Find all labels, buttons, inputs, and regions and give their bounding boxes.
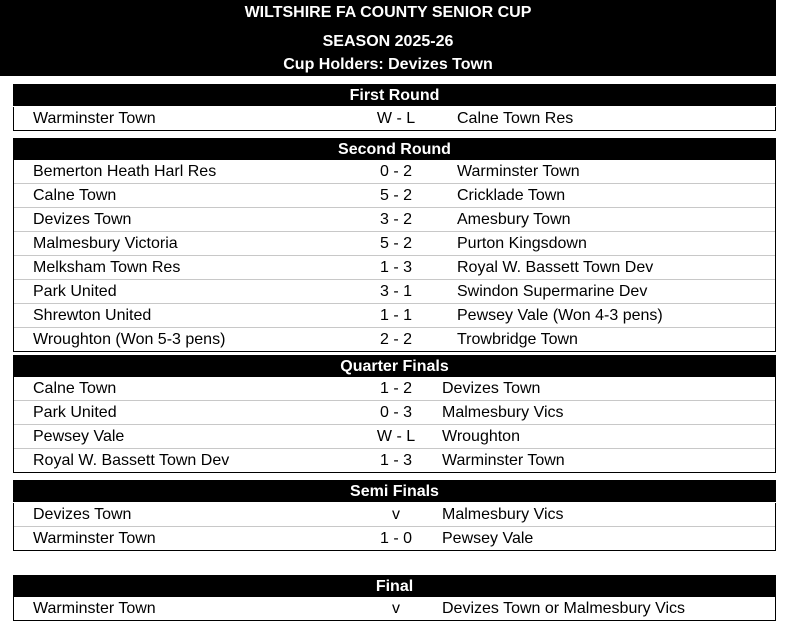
competition-title: WILTSHIRE FA COUNTY SENIOR CUP [244, 4, 532, 21]
match-score: W - L [376, 428, 416, 445]
away-team: Cricklade Town [457, 187, 566, 204]
match-row [14, 231, 775, 255]
match-row [14, 207, 775, 231]
match-score: v [392, 506, 400, 523]
home-team: Calne Town [33, 380, 117, 397]
match-row [14, 303, 775, 327]
match-score: v [392, 600, 400, 617]
away-team: Pewsey Vale [442, 530, 534, 547]
season-label: SEASON 2025-26 [322, 33, 454, 50]
match-score: 3 - 2 [379, 211, 412, 228]
page-header [0, 0, 776, 76]
away-team: Trowbridge Town [457, 331, 578, 348]
match-score: 2 - 2 [379, 331, 412, 348]
home-team: Warminster Town [33, 110, 156, 127]
away-team: Warminster Town [442, 452, 565, 469]
match-row [14, 279, 775, 303]
match-score: 1 - 3 [379, 452, 412, 469]
match-list [13, 503, 776, 551]
match-list [13, 107, 776, 131]
match-row [14, 503, 775, 526]
home-team: Malmesbury Victoria [33, 235, 178, 252]
away-team: Amesbury Town [457, 211, 571, 228]
away-team: Calne Town Res [457, 110, 574, 127]
home-team: Wroughton (Won 5-3 pens) [33, 331, 226, 348]
match-score: 3 - 1 [379, 283, 412, 300]
match-row [14, 327, 775, 351]
match-list [13, 160, 776, 352]
away-team: Devizes Town or Malmesbury Vics [442, 600, 686, 617]
away-team: Pewsey Vale (Won 4-3 pens) [457, 307, 663, 324]
match-row [14, 448, 775, 472]
round-title: Second Round [13, 138, 776, 160]
match-score: 1 - 2 [379, 380, 412, 397]
match-row [14, 255, 775, 279]
round-title: Quarter Finals [13, 355, 776, 377]
away-team: Devizes Town [442, 380, 541, 397]
match-row [14, 183, 775, 207]
away-team: Malmesbury Vics [442, 506, 564, 523]
match-row [14, 160, 775, 183]
home-team: Royal W. Bassett Town Dev [33, 452, 230, 469]
away-team: Royal W. Bassett Town Dev [457, 259, 654, 276]
home-team: Calne Town [33, 187, 117, 204]
home-team: Melksham Town Res [33, 259, 181, 276]
match-score: 1 - 1 [379, 307, 412, 324]
home-team: Pewsey Vale [33, 428, 125, 445]
home-team: Warminster Town [33, 600, 156, 617]
match-row [14, 107, 775, 130]
cup-holders-label: Cup Holders: Devizes Town [283, 56, 493, 73]
home-team: Shrewton United [33, 307, 152, 324]
match-score: W - L [376, 110, 416, 127]
match-row [14, 377, 775, 400]
home-team: Park United [33, 283, 117, 300]
home-team: Warminster Town [33, 530, 156, 547]
match-row [14, 424, 775, 448]
home-team: Park United [33, 404, 117, 421]
home-team: Bemerton Heath Harl Res [33, 163, 217, 180]
match-score: 1 - 0 [379, 530, 412, 547]
match-row [14, 526, 775, 550]
match-row [14, 597, 775, 620]
home-team: Devizes Town [33, 211, 132, 228]
away-team: Purton Kingsdown [457, 235, 587, 252]
round-title: First Round [13, 84, 776, 106]
match-score: 0 - 3 [379, 404, 412, 421]
match-score: 1 - 3 [379, 259, 412, 276]
match-row [14, 400, 775, 424]
round-title: Final [13, 575, 776, 597]
match-list [13, 597, 776, 621]
match-list [13, 377, 776, 473]
away-team: Malmesbury Vics [442, 404, 564, 421]
away-team: Warminster Town [457, 163, 580, 180]
match-score: 5 - 2 [379, 187, 412, 204]
home-team: Devizes Town [33, 506, 132, 523]
match-score: 5 - 2 [379, 235, 412, 252]
match-score: 0 - 2 [379, 163, 412, 180]
away-team: Wroughton [442, 428, 520, 445]
away-team: Swindon Supermarine Dev [457, 283, 648, 300]
round-title: Semi Finals [13, 480, 776, 502]
